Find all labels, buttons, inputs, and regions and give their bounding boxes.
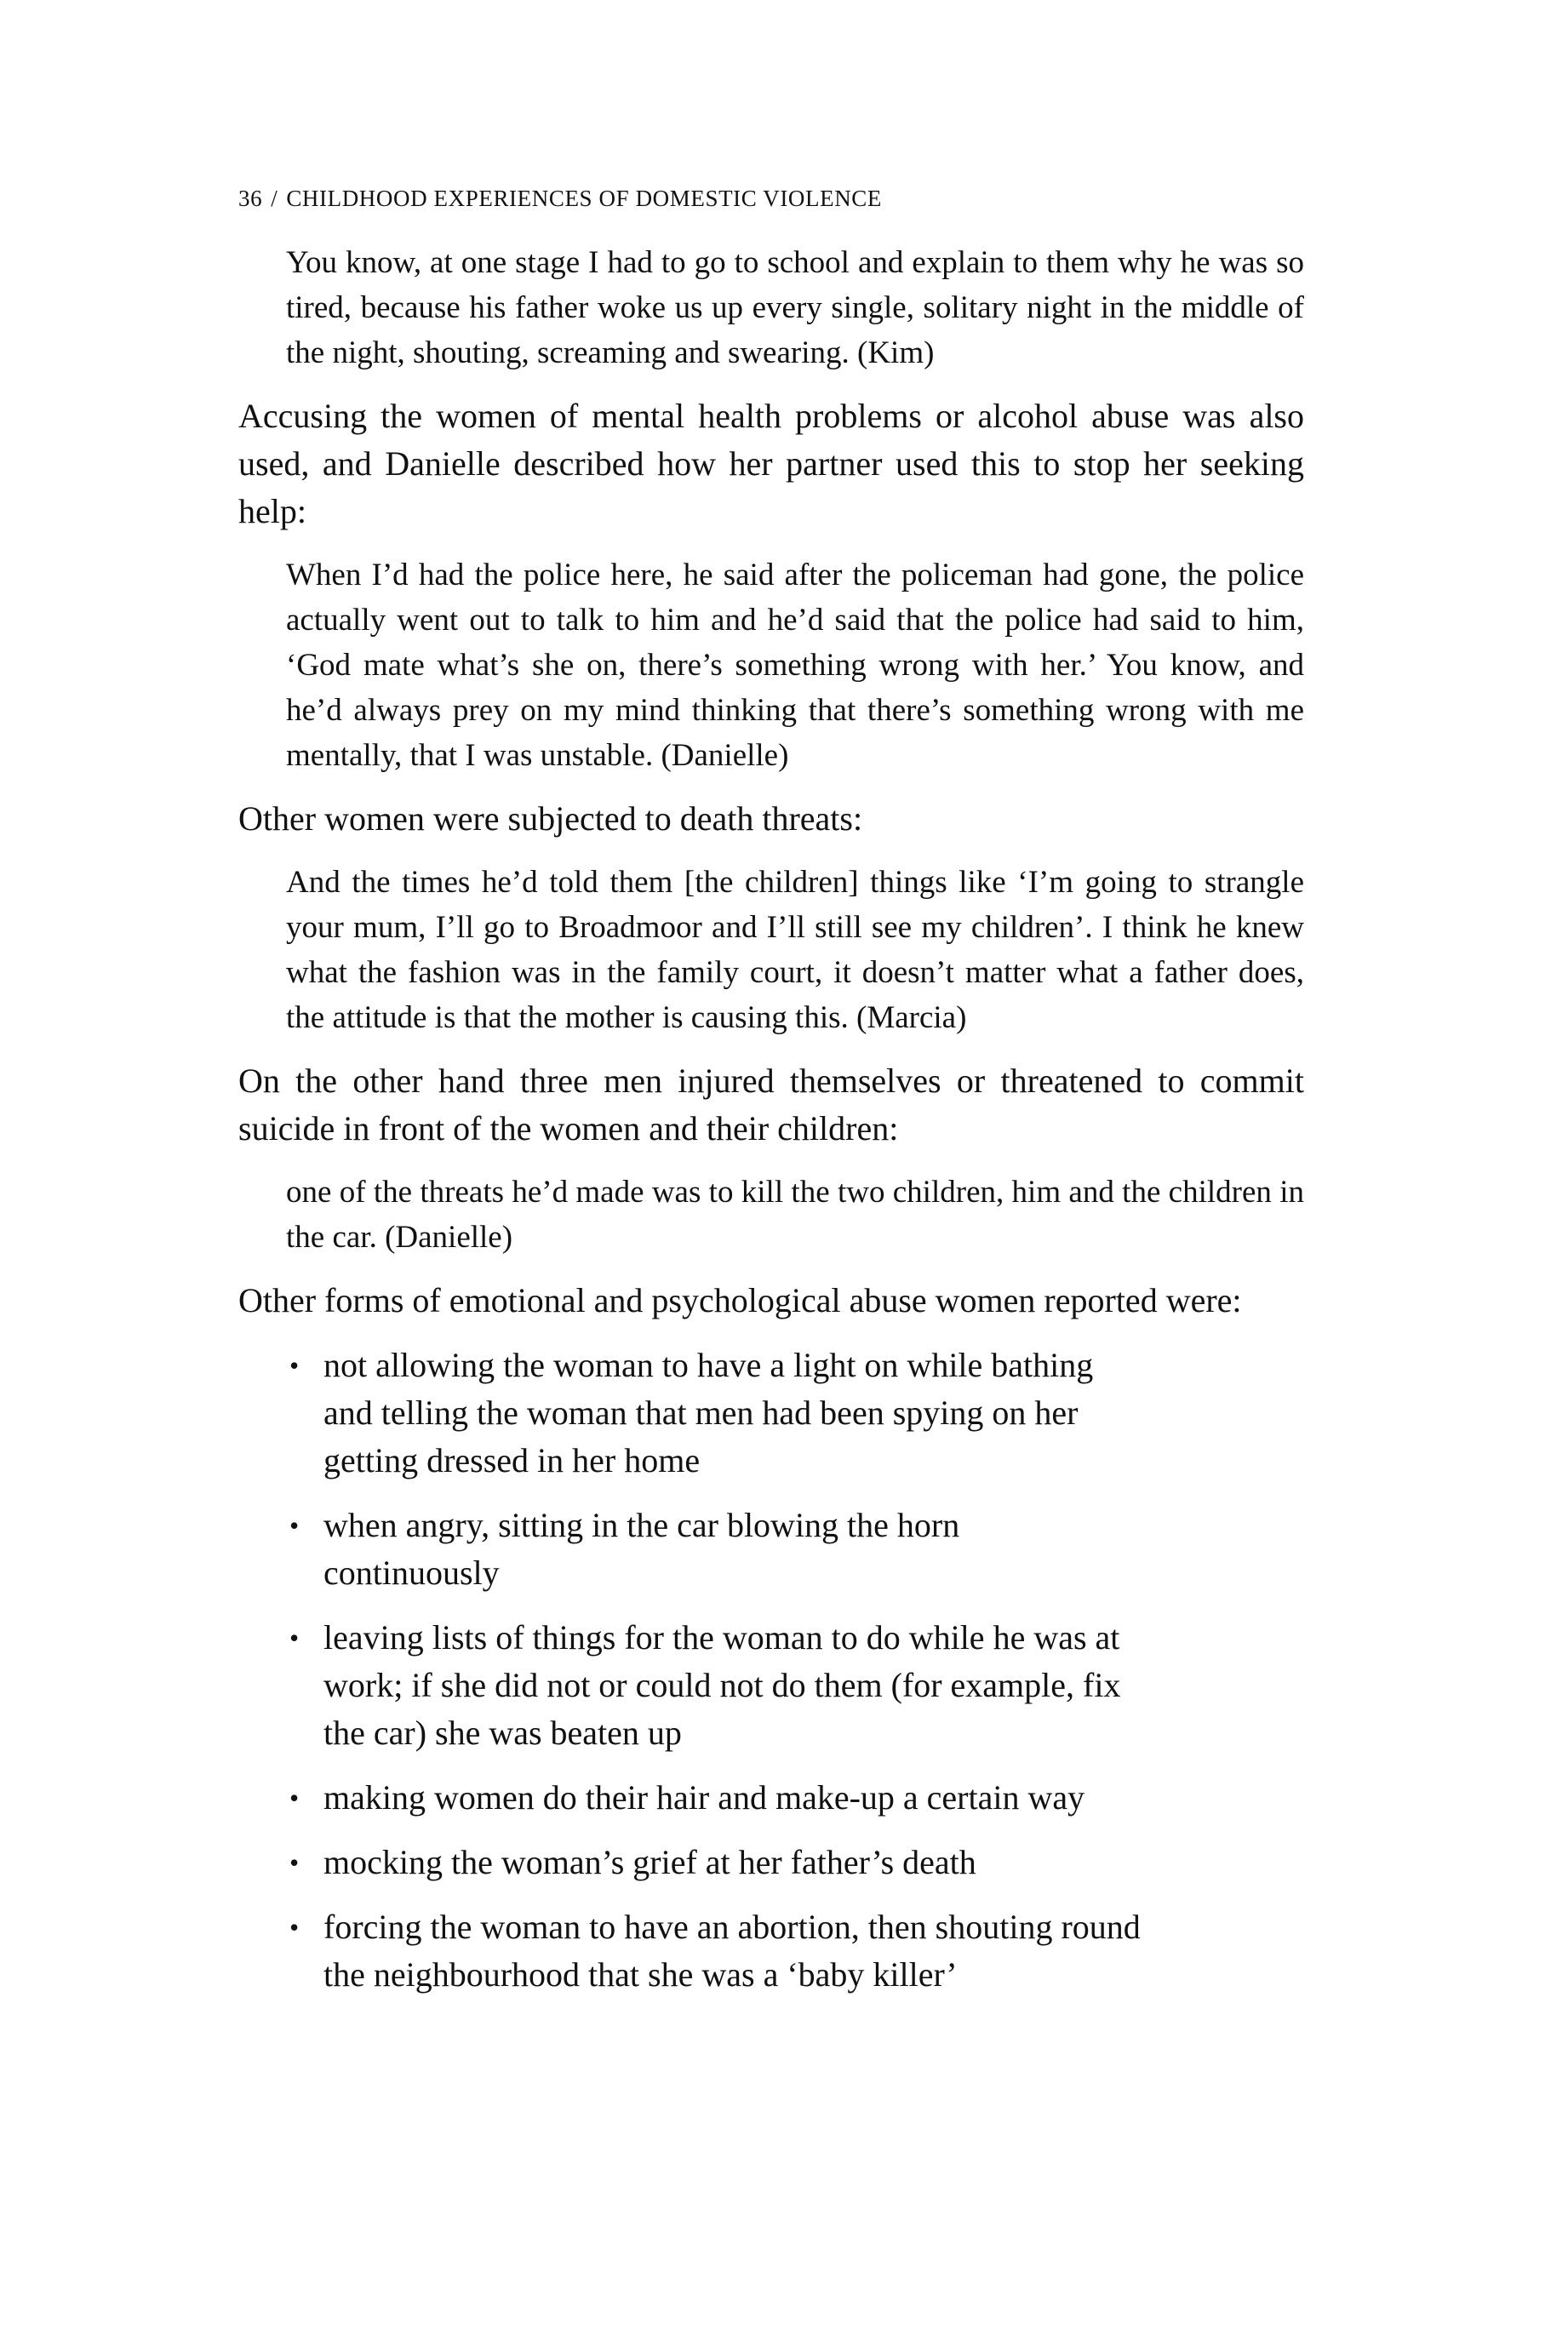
header-separator: /	[271, 186, 278, 211]
block-quote-danielle-threats: one of the threats he’d made was to kill the two children, him and the children in the car. (Danielle)	[286, 1175, 1304, 1255]
paragraph-other-forms: Other forms of emotional and psychological abuse women reported were:	[238, 1281, 1242, 1319]
running-title: CHILDHOOD EXPERIENCES OF DOMESTIC VIOLENCE	[286, 186, 883, 211]
list-item: • when angry, sitting in the car blowing the horn continuously	[289, 1502, 1141, 1597]
paragraph-accusing: Accusing the women of mental health problems or alcohol abuse was also used, and Danielle described how her partner used this to stop her seeking help:	[238, 397, 1304, 530]
list-item: • making women do their hair and make-up a certain way	[289, 1774, 1141, 1822]
paragraph-death-threats: Other women were subjected to death threats:	[238, 799, 863, 838]
list-item: • not allowing the woman to have a light on while bathing and telling the woman that men had been spying on her getting dressed in her home	[289, 1342, 1141, 1485]
body-text	[238, 240, 1304, 2016]
block-quote-marcia: And the times he’d told them [the children] things like ‘I’m going to strangle your mum, I’ll go to Broadmoor and I’ll still see my children’. I think he knew what the fashion was in the family court, it doesn’t matter what a father does, the attitude is that the mother is causing this. (Marcia)	[286, 865, 1304, 1035]
block-quote-kim: You know, at one stage I had to go to school and explain to them why he was so tired, because his father woke us up every single, solitary night in the middle of the night, shouting, screaming and swearing. (Kim)	[286, 245, 1304, 370]
page-number: 36	[238, 186, 263, 211]
list-item: • leaving lists of things for the woman to do while he was at work; if she did not or could not do them (for example, fix the car) she was beaten up	[289, 1614, 1141, 1757]
abuse-forms-list	[238, 1342, 1141, 1999]
list-item: • forcing the woman to have an abortion, then shouting round the neighbourhood that she was a ‘baby killer’	[289, 1903, 1141, 1999]
block-quote-danielle-police: When I’d had the police here, he said after the policeman had gone, the police actually went out to talk to him and he’d said that the police had said to him, ‘God mate what’s she on, there’s something wrong with her.’ You know, and he’d always prey on my mind thinking that there’s something wrong with me mentally, that I was unstable. (Danielle)	[286, 558, 1304, 773]
list-item: • mocking the woman’s grief at her father’s death	[289, 1839, 1141, 1886]
paragraph-suicide: On the other hand three men injured themselves or threatened to commit suicide in front of the women and their children:	[238, 1062, 1304, 1147]
running-head	[238, 186, 882, 212]
